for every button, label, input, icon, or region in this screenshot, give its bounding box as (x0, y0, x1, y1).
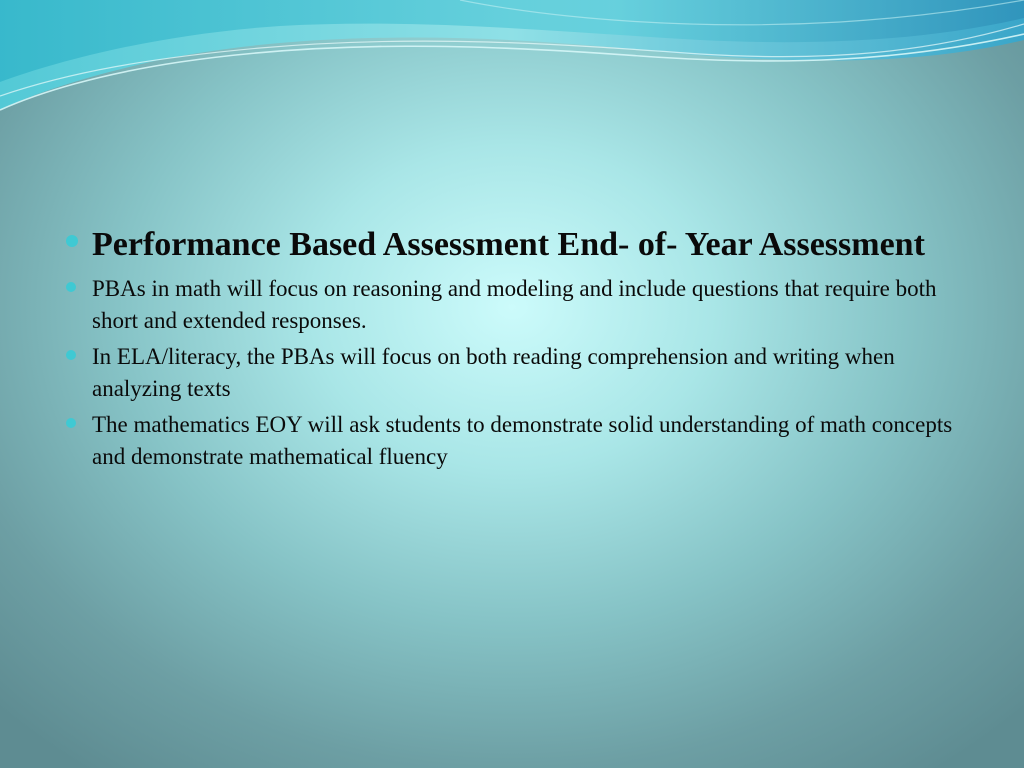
bullet-dot-icon (66, 282, 76, 292)
bullet-text: PBAs in math will focus on reasoning and modeling and include questions that require both short and extended responses. (92, 276, 937, 333)
bullet-dot-icon (66, 418, 76, 428)
heading-bullet (62, 222, 972, 267)
bullet-dot-icon (66, 350, 76, 360)
bullet-item (62, 409, 972, 473)
bullet-text: In ELA/literacy, the PBAs will focus on both reading comprehension and writing when analyzing texts (92, 344, 895, 401)
bullet-text: The mathematics EOY will ask students to demonstrate solid understanding of math concepts and demonstrate mathematical fluency (92, 412, 953, 469)
bullet-item (62, 341, 972, 405)
bullet-item (62, 273, 972, 337)
heading-text: Performance Based Assessment End- of- Year Assessment (92, 226, 925, 263)
bullet-list (62, 222, 972, 477)
wave-decoration (0, 0, 1024, 130)
bullet-dot-icon (66, 235, 78, 247)
